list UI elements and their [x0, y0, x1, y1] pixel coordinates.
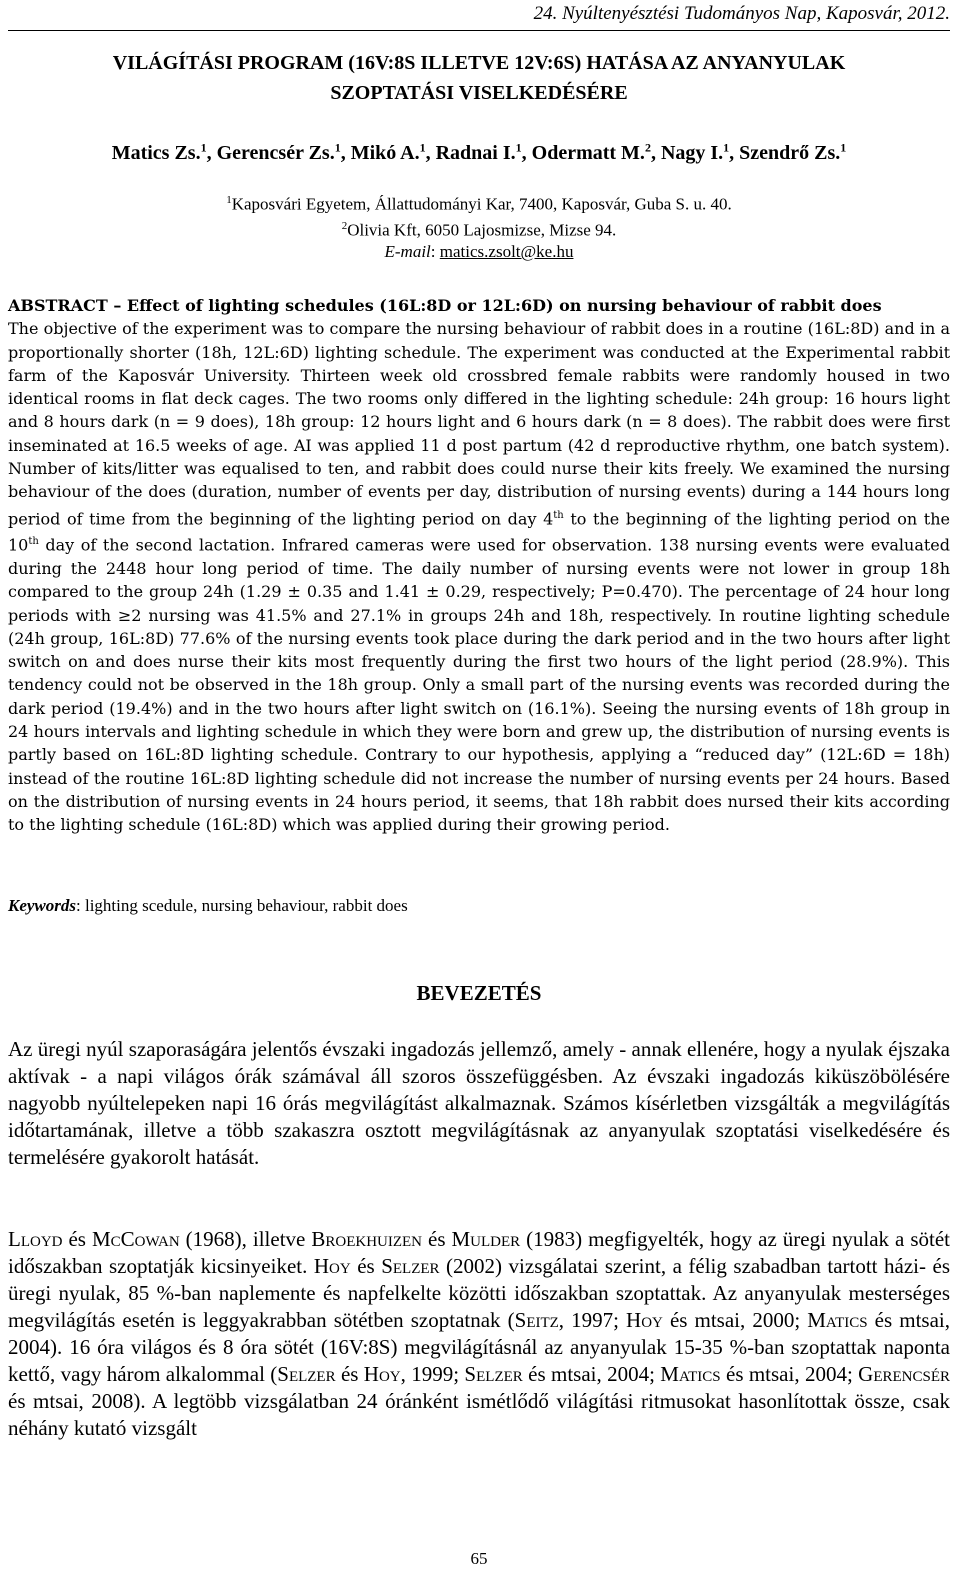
author-citation: owan — [134, 1227, 180, 1251]
text-segment: L — [8, 1227, 21, 1251]
author-citation: loyd — [20, 1227, 63, 1251]
intro-paragraph-1: Az üregi nyúl szaporaságára jelentős évszaki ingadozás jellemző, amely - annak ellenére, hogy a nyulak éjszaka aktívak - a napi világos órák számával áll szoros összefüggésben. Az évszaki ingadozás kiküszöbölésére nagyobb nyúltelepeken napi 16 órás megvilágítást alkalmaznak. Számos kísérletben vizsgálták a megvilágítás időtartamának, illetve a több szakaszra osztott megvilágításnak az anyanyulak szoptatási viselkedésére és termelésére gyakorolt hatását. — [8, 1037, 950, 1169]
author-citation: oy — [329, 1254, 351, 1278]
text-segment: , 1999; S — [400, 1362, 477, 1386]
paper-title — [8, 48, 950, 108]
running-header: 24. Nyúltenyésztési Tudományos Nap, Kaposvár, 2012. — [533, 3, 950, 24]
affiliation-2: $^2$Olivia Kft, 6050 Lajosmizse, Mizse 94. — [341, 220, 617, 240]
text-segment: (2002) vizsgálatai szerint, a félig szabadban tartott házi- és üregi nyulak, 85 %-ban naplemente és napfelkelte közötti időszakban szoptattak. Az anyanyulak mesterséges megvilágítás esetén is leggyakrabban sötétben szoptatnak (S — [8, 1254, 950, 1332]
abstract-title: ABSTRACT – Effect of lighting schedules (16L:8D or 12L:6D) on nursing behaviour of rabbit does — [8, 296, 882, 315]
author-citation: roekhuizen — [325, 1227, 423, 1251]
author-citation: erencsér — [873, 1362, 950, 1386]
keywords — [8, 894, 950, 918]
affiliation-1: $^1$Kaposvári Egyetem, Állattudományi Kar, 7400, Kaposvár, Guba S. u. 40. — [226, 194, 732, 214]
author: Odermatt M.$^2$, — [531, 140, 661, 164]
header-rule — [8, 30, 950, 31]
text-segment: és M — [62, 1227, 111, 1251]
author: Matics Zs.$^1$, — [111, 140, 217, 164]
abstract-text: The objective of the experiment was to compare the nursing behaviour of rabbit does in a routine (16L:8D) and in a proportionally shorter (18h, 12L:6D) lighting schedule. The experiment was conducted at the Experimental rabbit farm of the Kaposvár University. Thirteen week old crossbred female rabbits were randomly housed in two identical rooms in flat deck cages. The two rooms only differed in the lighting schedule: 24h group: 16 hours light and 8 hours dark (n = 9 does), 18h group: 12 hours light and 6 hours dark (n = 8 does). The rabbit does were first inseminated at 16.5 weeks of age. AI was applied 11 d post partum (42 d reproductive rhythm, one batch system). Number of kits/litter was equalised to ten, and rabbit does could nurse their kits freely. We examined the nursing behaviour of the does (duration, number of events per day, distribution of nursing events) during a 144 hours long period of time from the beginning of the lighting period on day 4th to the beginning of the lighting period on the 10th day of the second lactation. Infrared cameras were used for observation. 138 nursing events were evaluated during the 2448 hour long period of time. The daily number of nursing events were not lower in group 18h compared to the group 24h (1.29 ± 0.35 and 1.41 ± 0.29, respectively; P=0.470). The percentage of 24 hour long periods with ≥2 nursing was 41.5% and 27.1% in groups 24h and 18h, respectively. In routine lighting schedule (24h group, 16L:8D) 77.6% of the nursing events took place during the dark period and in the two hours after light switch on and does nurse their kits most frequently during the first two hours of the light period (28.9%). This tendency could not be observed in the 18h group. Only a small part of the nursing events was recorded during the dark period (19.4%) and in the two hours after light switch on (16.1%). Seeing the nursing events of 18h group in 24 hours intervals and lighting schedule in which they were born and grew up, the distribution of nursing events is partly based on 16L:8D lighting schedule. Contrary to our hypothesis, applying a “reduced day” (12L:6D = 18h) instead of the routine 16L:8D lighting schedule did not increase the number of nursing events per 24 hours. Based on the distribution of nursing events in 24 hours period, it seems, that 18h rabbit does nursed their kits according to the lighting schedule (16L:8D) which was applied during their growing period. — [8, 319, 950, 835]
text-segment: és mtsai, 2004). 16 óra világos és 8 óra sötét (16V:8S) megvilágításnál az anyanyulak 15-35 %-ban szoptattak naponta kettő, vagy három alkalommal (S — [8, 1308, 950, 1386]
author-citation: eitz — [526, 1308, 559, 1332]
text-segment: és M — [422, 1227, 471, 1251]
text-segment: és mtsai, 2000; M — [662, 1308, 826, 1332]
text-segment: (1968), illetve B — [179, 1227, 326, 1251]
author: Radnai I.$^1$, — [435, 140, 532, 164]
author-list — [8, 132, 950, 168]
author: Mikó A.$^1$, — [350, 140, 436, 164]
page-number: 65 — [470, 1549, 488, 1568]
keywords-text: : lighting scedule, nursing behaviour, rabbit does — [76, 896, 408, 915]
text-segment: és mtsai, 2008). A legtöbb vizsgálatban 24 óránként ismétlődő világítási ritmusokat hasonlítottak össze, csak néhány kutató vizsgált — [8, 1389, 950, 1440]
title-line-1: VILÁGÍTÁSI PROGRAM (16V:8S ILLETVE 12V:6S) HATÁSA AZ ANYANYULAK — [112, 52, 846, 74]
author-citation: c — [110, 1227, 121, 1251]
title-line-2: SZOPTATÁSI VISELKEDÉSÉRE — [330, 82, 628, 104]
author-citation: atics — [825, 1308, 868, 1332]
author: Nagy I.$^1$, — [660, 140, 740, 164]
author-citation: atics — [678, 1362, 721, 1386]
abstract — [8, 294, 950, 836]
email-label: E-mail — [384, 242, 431, 261]
author-citation: oy — [641, 1308, 663, 1332]
author-citation: ulder — [470, 1227, 521, 1251]
email-link[interactable]: matics.zsolt@ke.hu — [439, 242, 574, 261]
author-citation: oy — [378, 1362, 401, 1386]
author-citation: elzer — [288, 1362, 336, 1386]
author-citation: elzer — [392, 1254, 440, 1278]
author: Szendrő Zs.$^1$ — [739, 140, 847, 164]
text-segment: , 1997; H — [558, 1308, 642, 1332]
text-segment: C — [120, 1227, 135, 1251]
email-line: E-mail: matics.zsolt@ke.hu — [384, 242, 574, 261]
text-segment: és S — [350, 1254, 393, 1278]
text-segment: és mtsai, 2004; G — [720, 1362, 874, 1386]
intro-paragraph-2 — [8, 1226, 950, 1442]
author: Gerencsér Zs.$^1$, — [216, 140, 351, 164]
text-segment: és H — [335, 1362, 379, 1386]
author-citation: elzer — [476, 1362, 523, 1386]
text-segment: (1983) megfigyelték, hogy az üregi nyulak a sötét időszakban szoptatják kicsinyeiket. H — [8, 1227, 950, 1278]
section-heading-bevezetes: BEVEZETÉS — [416, 981, 542, 1005]
text-segment: és mtsai, 2004; M — [522, 1362, 679, 1386]
keywords-label: Keywords — [8, 896, 76, 915]
